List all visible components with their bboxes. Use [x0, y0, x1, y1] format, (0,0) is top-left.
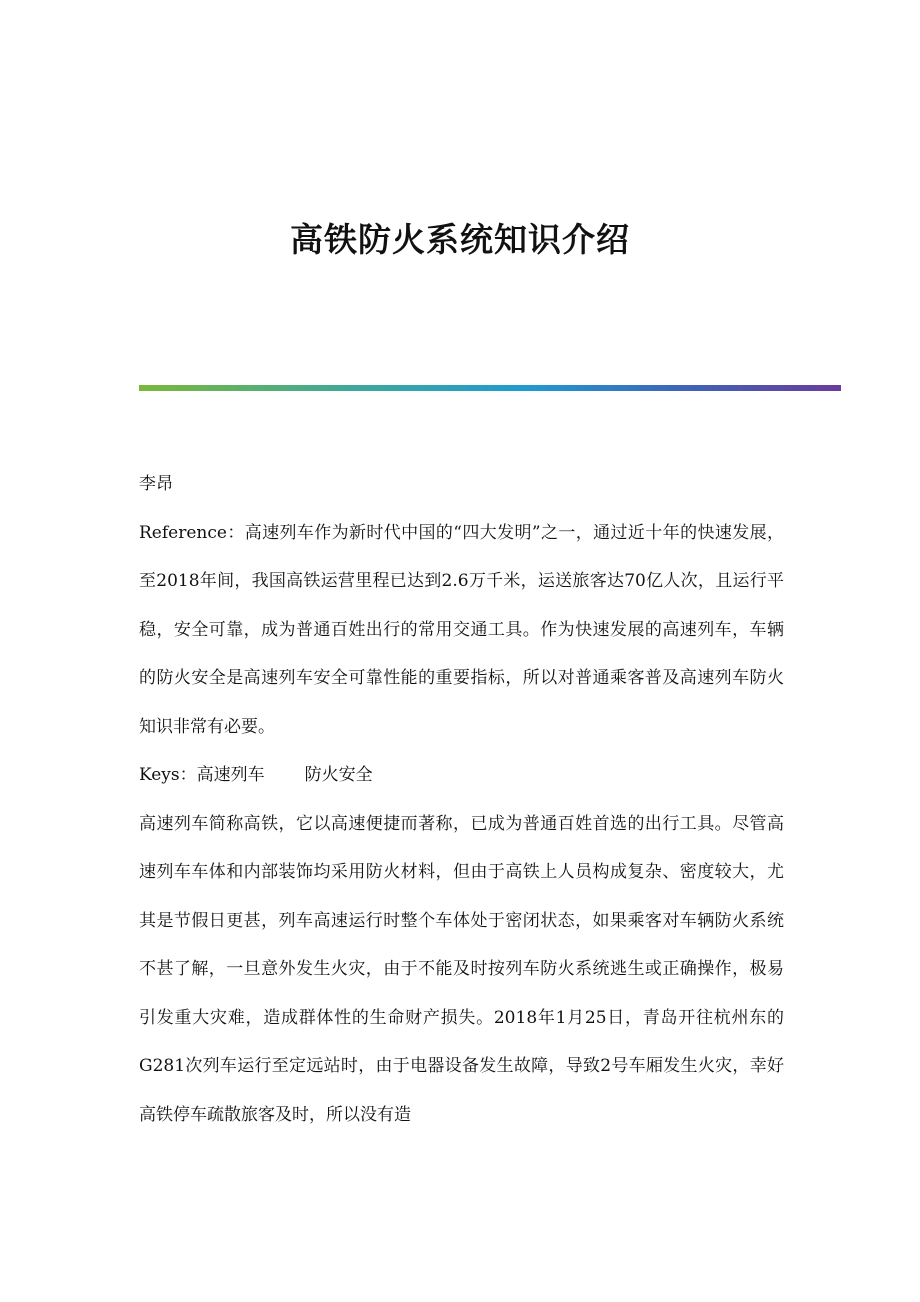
keys-label: Keys：: [139, 765, 197, 785]
reference-text: 高速列车作为新时代中国的“四大发明”之一，通过近十年的快速发展，至2018年间，我国高铁运营里程已达到2.6万千米，运送旅客达70亿人次，且运行平稳，安全可靠，成为普通百姓出行的常用交通工具。作为快速发展的高速列车，车辆的防火安全是高速列车安全可靠性能的重要指标，所以对普通乘客普及高速列车防火知识非常有必要。: [139, 522, 784, 737]
author-name: 李昂: [139, 474, 173, 494]
keyword-2: 防火安全: [304, 765, 373, 785]
title-divider: [139, 385, 841, 391]
keyword-1: 高速列车: [196, 765, 265, 785]
document-body: [139, 460, 784, 1139]
keys-line: [139, 751, 784, 800]
body-paragraph: 高速列车简称高铁，它以高速便捷而著称，已成为普通百姓首选的出行工具。尽管高速列车车体和内部装饰均采用防火材料，但由于高铁上人员构成复杂、密度较大，尤其是节假日更甚，列车高速运行时整个车体处于密闭状态，如果乘客对车辆防火系统不甚了解，一旦意外发生火灾，由于不能及时按列车防火系统逃生或正确操作，极易引发重大灾难，造成群体性的生命财产损失。2018年1月25日，青岛开往杭州东的G281次列车运行至定远站时，由于电器设备发生故障，导致2号车厢发生火灾，幸好高铁停车疏散旅客及时，所以没有造: [139, 813, 784, 1125]
reference-label: Reference：: [139, 522, 245, 543]
reference-paragraph: [139, 509, 784, 752]
page-title: 高铁防火系统知识介绍: [290, 220, 630, 259]
